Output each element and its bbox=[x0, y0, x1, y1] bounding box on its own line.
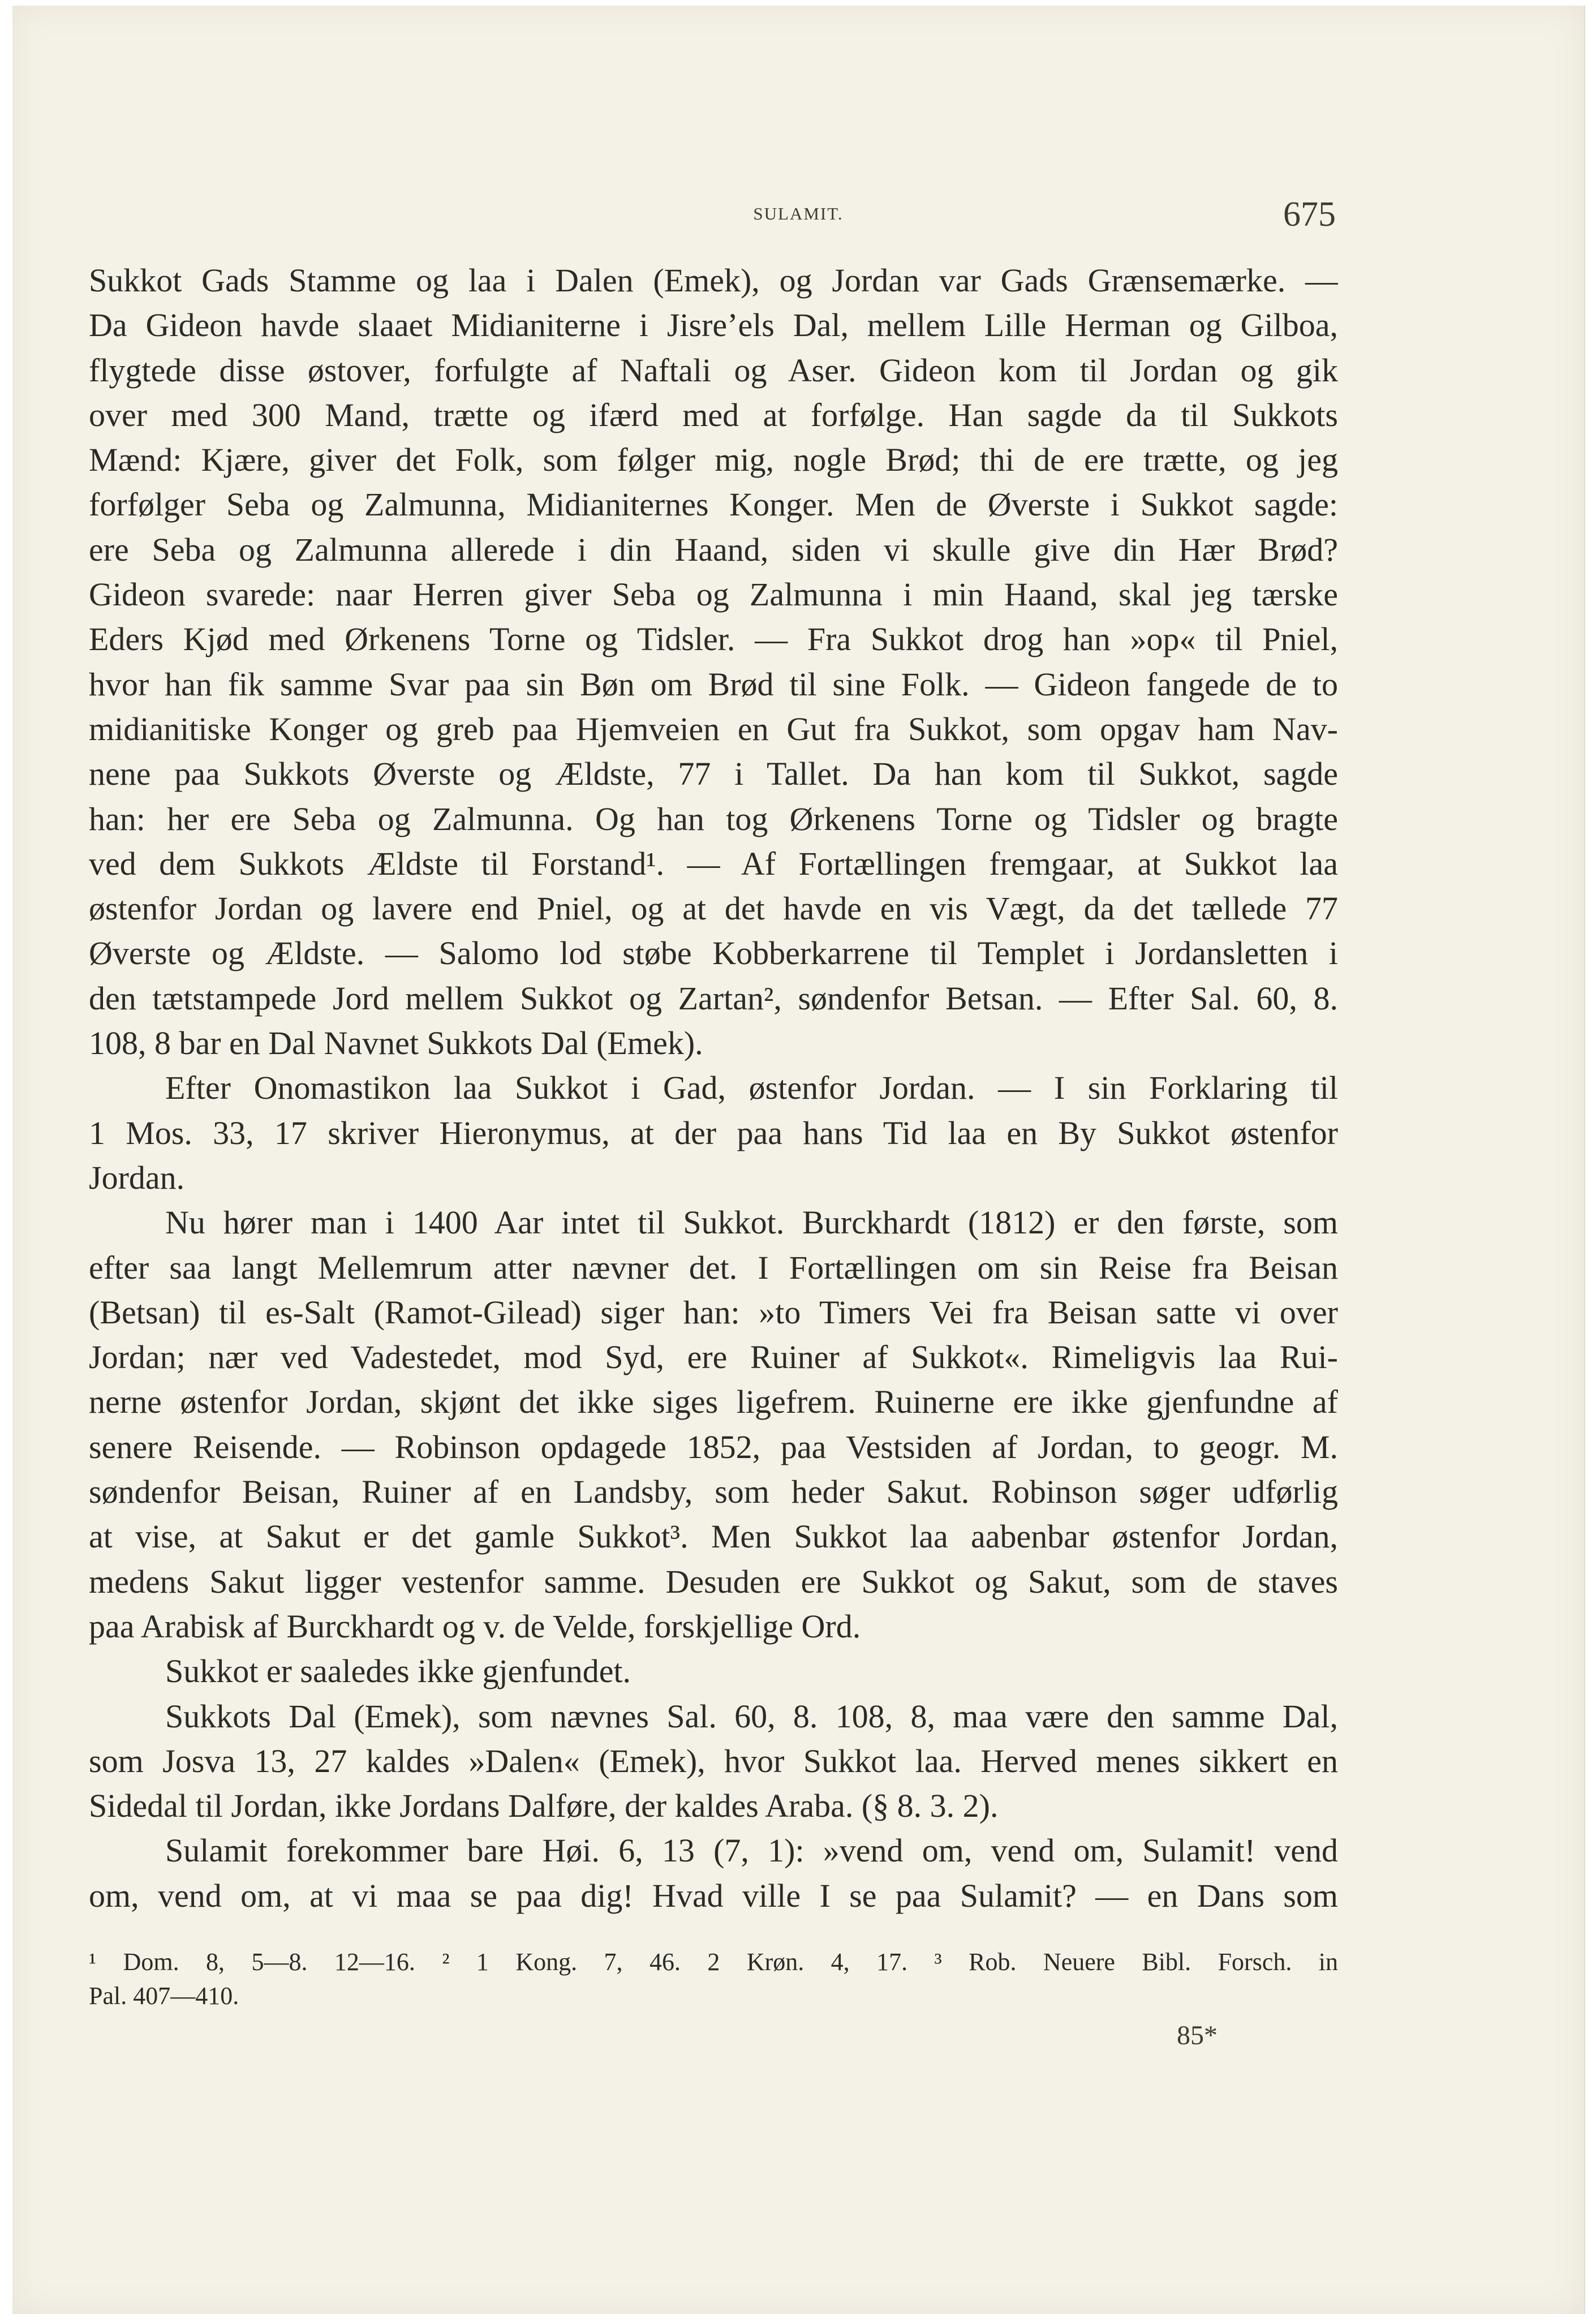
text-line: 108, 8 bar en Dal Navnet Sukkots Dal (Emek). bbox=[89, 1025, 703, 1062]
text-line: efter saa langt Mellemrum atter nævner det. I Fortællingen om sin Reise fra Beisan bbox=[89, 1249, 1338, 1286]
document-page bbox=[12, 6, 1585, 2314]
text-line: Øverste og Ældste. — Salomo lod støbe Kobberkarrene til Templet i Jordansletten i bbox=[89, 935, 1338, 972]
text-line: østenfor Jordan og lavere end Pniel, og at det havde en vis Vægt, da det tællede 77 bbox=[89, 890, 1338, 927]
text-line: Sukkots Dal (Emek), som nævnes Sal. 60, 8. 108, 8, maa være den samme Dal, bbox=[165, 1697, 1338, 1735]
text-line: Mænd: Kjære, giver det Folk, som følger mig, nogle Brød; thi de ere trætte, og jeg bbox=[89, 441, 1338, 479]
text-line: ved dem Sukkots Ældste til Forstand¹. — Af Fortællingen fremgaar, at Sukkot laa bbox=[89, 845, 1338, 882]
text-line: Eders Kjød med Ørkenens Torne og Tidsler. — Fra Sukkot drog han »op« til Pniel, bbox=[89, 621, 1338, 658]
text-line: Gideon svarede: naar Herren giver Seba og Zalmunna i min Haand, skal jeg tærske bbox=[89, 576, 1338, 613]
text-line: nene paa Sukkots Øverste og Ældste, 77 i Tallet. Da han kom til Sukkot, sagde bbox=[89, 755, 1338, 793]
text-line: som Josva 13, 27 kaldes »Dalen« (Emek), hvor Sukkot laa. Herved menes sikkert en bbox=[89, 1742, 1338, 1779]
text-line: Sukkot er saaledes ikke gjenfundet. bbox=[165, 1653, 631, 1690]
text-line: Sulamit forekommer bare Høi. 6, 13 (7, 1): »vend om, vend om, Sulamit! vend bbox=[165, 1832, 1338, 1869]
running-head: SULAMIT. bbox=[753, 204, 844, 223]
text-line: ere Seba og Zalmunna allerede i din Haand, siden vi skulle give din Hær Brød? bbox=[89, 531, 1338, 568]
text-line: midianitiske Konger og greb paa Hjemveien en Gut fra Sukkot, som opgav ham Nav- bbox=[89, 710, 1338, 747]
text-line: søndenfor Beisan, Ruiner af en Landsby, som heder Sakut. Robinson søger udførlig bbox=[89, 1473, 1338, 1511]
text-line: medens Sakut ligger vestenfor samme. Desuden ere Sukkot og Sakut, som de staves bbox=[89, 1563, 1338, 1600]
text-line: Sukkot Gads Stamme og laa i Dalen (Emek), og Jordan var Gads Grænsemærke. — bbox=[89, 262, 1338, 299]
body-text bbox=[89, 258, 1338, 1918]
text-line: forfølger Seba og Zalmunna, Midianiternes Konger. Men de Øverste i Sukkot sagde: bbox=[89, 486, 1338, 523]
text-line: han: her ere Seba og Zalmunna. Og han tog Ørkenens Torne og Tidsler og bragte bbox=[89, 800, 1338, 837]
text-line: Jordan; nær ved Vadestedet, mod Syd, ere Ruiner af Sukkot«. Rimeligvis laa Rui- bbox=[89, 1339, 1338, 1376]
text-line: 1 Mos. 33, 17 skriver Hieronymus, at der paa hans Tid laa en By Sukkot østenfor bbox=[89, 1114, 1338, 1151]
footnote-line: Pal. 407—410. bbox=[89, 1982, 239, 2010]
text-line: om, vend om, at vi maa se paa dig! Hvad ville I se paa Sulamit? — en Dans som bbox=[89, 1877, 1338, 1914]
text-line: nerne østenfor Jordan, skjønt det ikke siges ligefrem. Ruinerne ere ikke gjenfundne af bbox=[89, 1383, 1338, 1421]
text-line: senere Reisende. — Robinson opdagede 1852, paa Vestsiden af Jordan, to geogr. M. bbox=[89, 1428, 1338, 1465]
text-line: paa Arabisk af Burckhardt og v. de Velde, forskjellige Ord. bbox=[89, 1607, 861, 1645]
footnote-line: ¹ Dom. 8, 5—8. 12—16. ² 1 Kong. 7, 46. 2 Krøn. 4, 17. ³ Rob. Neuere Bibl. Forsch. in bbox=[89, 1948, 1338, 1976]
text-line: flygtede disse østover, forfulgte af Naftali og Aser. Gideon kom til Jordan og gik bbox=[89, 351, 1338, 389]
text-line: Efter Onomastikon laa Sukkot i Gad, østenfor Jordan. — I sin Forklaring til bbox=[165, 1069, 1338, 1107]
text-line: Da Gideon havde slaaet Midianiterne i Jisre’els Dal, mellem Lille Herman og Gilboa, bbox=[89, 307, 1338, 344]
signature-mark: 85* bbox=[1177, 2020, 1218, 2050]
page-number: 675 bbox=[1283, 195, 1336, 234]
text-line: (Betsan) til es-Salt (Ramot-Gilead) siger han: »to Timers Vei fra Beisan satte vi over bbox=[89, 1293, 1338, 1331]
text-line: Sidedal til Jordan, ikke Jordans Dalføre, der kaldes Araba. (§ 8. 3. 2). bbox=[89, 1787, 999, 1825]
text-line: over med 300 Mand, trætte og ifærd med at forfølge. Han sagde da til Sukkots bbox=[89, 396, 1338, 433]
text-line: hvor han fik samme Svar paa sin Bøn om Brød til sine Folk. — Gideon fangede de to bbox=[89, 665, 1338, 703]
text-line: Jordan. bbox=[89, 1159, 185, 1196]
text-line: Nu hører man i 1400 Aar intet til Sukkot. Burckhardt (1812) er den første, som bbox=[165, 1204, 1338, 1241]
text-line: den tætstampede Jord mellem Sukkot og Zartan², søndenfor Betsan. — Efter Sal. 60, 8. bbox=[89, 979, 1338, 1017]
text-line: at vise, at Sakut er det gamle Sukkot³. Men Sukkot laa aabenbar østenfor Jordan, bbox=[89, 1518, 1338, 1555]
footnotes bbox=[89, 1945, 1338, 2013]
